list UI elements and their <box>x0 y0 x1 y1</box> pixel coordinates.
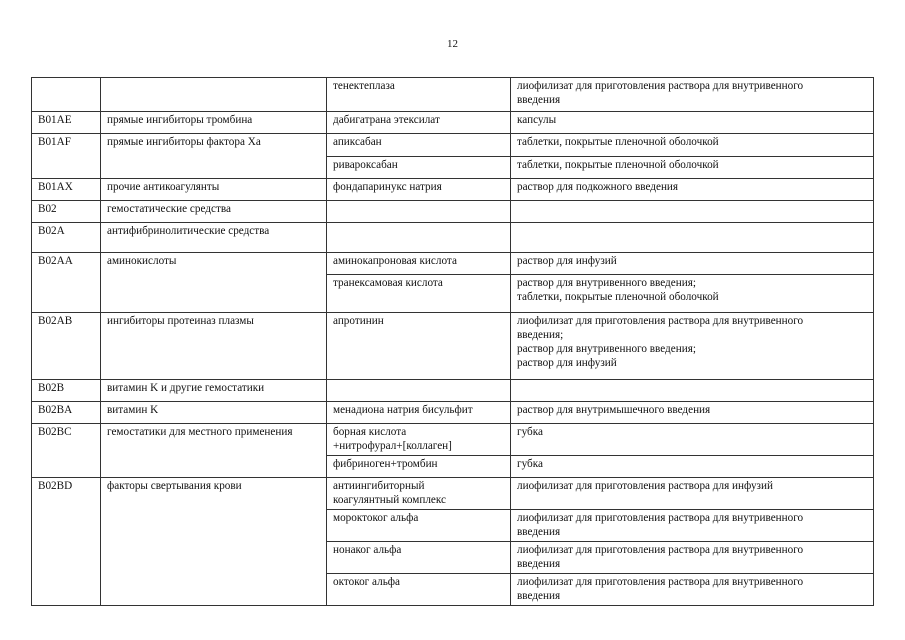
drug-name-cell <box>327 456 511 478</box>
dosage-form: лиофилизат для приготовления раствора для внутривенного введения <box>517 544 804 570</box>
dosage-form-cell <box>511 157 874 179</box>
drug-name-cell <box>327 313 511 380</box>
drug-name: фибриноген+тромбин <box>333 458 438 470</box>
dosage-form: лиофилизат для приготовления раствора для внутривенного введения <box>517 80 804 106</box>
anatomical-group-cell: витамин K <box>101 402 327 424</box>
dosage-form-cell <box>511 402 874 424</box>
drug-name: ривароксабан <box>333 159 398 171</box>
dosage-form-cell <box>511 478 874 510</box>
drug-name-cell <box>327 201 511 223</box>
drug-name: менадиона натрия бисульфит <box>333 404 473 416</box>
dosage-form: капсулы <box>517 114 557 126</box>
atc-code-cell: B02 <box>32 201 101 223</box>
drug-name: антиингибиторный коагулянтный комплекс <box>333 480 446 506</box>
dosage-form-cell <box>511 574 874 606</box>
dosage-form: таблетки, покрытые пленочной оболочкой <box>517 136 719 148</box>
dosage-form-cell <box>511 223 874 253</box>
dosage-form-cell <box>511 542 874 574</box>
dosage-form: лиофилизат для приготовления раствора для внутривенного введения <box>517 512 804 538</box>
anatomical-group-cell: гемостатические средства <box>101 201 327 223</box>
drug-name: октоког альфа <box>333 576 401 588</box>
drug-name: аминокапроновая кислота <box>333 255 457 267</box>
table-row <box>32 112 874 134</box>
atc-code-cell: B02BC <box>32 424 101 478</box>
atc-code-cell: B02BA <box>32 402 101 424</box>
drug-name-cell <box>327 157 511 179</box>
dosage-form: губка <box>517 426 543 438</box>
anatomical-group-cell: ингибиторы протеиназ плазмы <box>101 313 327 380</box>
anatomical-group-cell: прочие антикоагулянты <box>101 179 327 201</box>
drug-name-cell <box>327 478 511 510</box>
drug-name-cell <box>327 402 511 424</box>
table-row <box>32 253 874 275</box>
dosage-form: лиофилизат для приготовления раствора для инфузий <box>517 480 773 492</box>
drug-name: транексамовая кислота <box>333 277 443 289</box>
atc-code-cell: B02A <box>32 223 101 253</box>
dosage-form: губка <box>517 458 543 470</box>
drug-name-cell <box>327 253 511 275</box>
anatomical-group-cell: прямые ингибиторы фактора Xa <box>101 134 327 179</box>
drug-name-cell <box>327 542 511 574</box>
anatomical-group-cell: факторы свертывания крови <box>101 478 327 606</box>
drug-name: тенектеплаза <box>333 80 395 92</box>
drug-name-cell <box>327 112 511 134</box>
anatomical-group-cell: гемостатики для местного применения <box>101 424 327 478</box>
atc-code-cell: B02AB <box>32 313 101 380</box>
dosage-form-cell <box>511 201 874 223</box>
table-row <box>32 179 874 201</box>
table-row <box>32 134 874 157</box>
table-row <box>32 478 874 510</box>
dosage-form: лиофилизат для приготовления раствора для внутривенного введения <box>517 576 804 602</box>
drug-name: фондапаринукс натрия <box>333 181 442 193</box>
anatomical-group-cell: прямые ингибиторы тромбина <box>101 112 327 134</box>
dosage-form-cell <box>511 456 874 478</box>
page-number: 12 <box>447 38 458 50</box>
drug-name: апиксабан <box>333 136 382 148</box>
dosage-form: лиофилизат для приготовления раствора для внутривенного введения; раствор для внутривенного введения; раствор для инфузий <box>517 315 804 369</box>
drug-name-cell <box>327 380 511 402</box>
dosage-form-cell <box>511 112 874 134</box>
dosage-form-cell <box>511 424 874 456</box>
dosage-form: раствор для инфузий <box>517 255 617 267</box>
drug-name-cell <box>327 179 511 201</box>
drug-name-cell <box>327 275 511 313</box>
atc-code-cell: B02B <box>32 380 101 402</box>
dosage-form-cell <box>511 179 874 201</box>
drug-name: мороктоког альфа <box>333 512 419 524</box>
dosage-form-cell <box>511 78 874 112</box>
table-row <box>32 223 874 253</box>
drug-name: апротинин <box>333 315 384 327</box>
anatomical-group-cell <box>101 78 327 112</box>
dosage-form-cell <box>511 134 874 157</box>
dosage-form: раствор для подкожного введения <box>517 181 679 193</box>
drug-name-cell <box>327 78 511 112</box>
atc-code-cell: B01AF <box>32 134 101 179</box>
atc-code-cell <box>32 78 101 112</box>
drug-name-cell <box>327 574 511 606</box>
table-row <box>32 201 874 223</box>
atc-code-cell: B01AX <box>32 179 101 201</box>
table-body <box>32 78 874 606</box>
dosage-form-cell <box>511 380 874 402</box>
dosage-form-cell <box>511 253 874 275</box>
drug-name: дабигатрана этексилат <box>333 114 440 126</box>
atc-code-cell: B01AE <box>32 112 101 134</box>
atc-code-cell: B02BD <box>32 478 101 606</box>
table-row <box>32 424 874 456</box>
dosage-form: раствор для внутримышечного введения <box>517 404 711 416</box>
table-row <box>32 313 874 380</box>
dosage-form: раствор для внутривенного введения; таблетки, покрытые пленочной оболочкой <box>517 277 719 303</box>
drug-name-cell <box>327 134 511 157</box>
drug-classification-table <box>31 77 874 606</box>
anatomical-group-cell: витамин K и другие гемостатики <box>101 380 327 402</box>
atc-code-cell: B02AA <box>32 253 101 313</box>
table-row <box>32 78 874 112</box>
drug-name-cell <box>327 510 511 542</box>
drug-name: борная кислота +нитрофурал+[коллаген] <box>333 426 452 452</box>
drug-name: нонаког альфа <box>333 544 402 556</box>
drug-name-cell <box>327 223 511 253</box>
dosage-form-cell <box>511 313 874 380</box>
dosage-form-cell <box>511 510 874 542</box>
dosage-form-cell <box>511 275 874 313</box>
table-row <box>32 402 874 424</box>
anatomical-group-cell: аминокислоты <box>101 253 327 313</box>
table-row <box>32 380 874 402</box>
anatomical-group-cell: антифибринолитические средства <box>101 223 327 253</box>
drug-name-cell <box>327 424 511 456</box>
dosage-form: таблетки, покрытые пленочной оболочкой <box>517 159 719 171</box>
